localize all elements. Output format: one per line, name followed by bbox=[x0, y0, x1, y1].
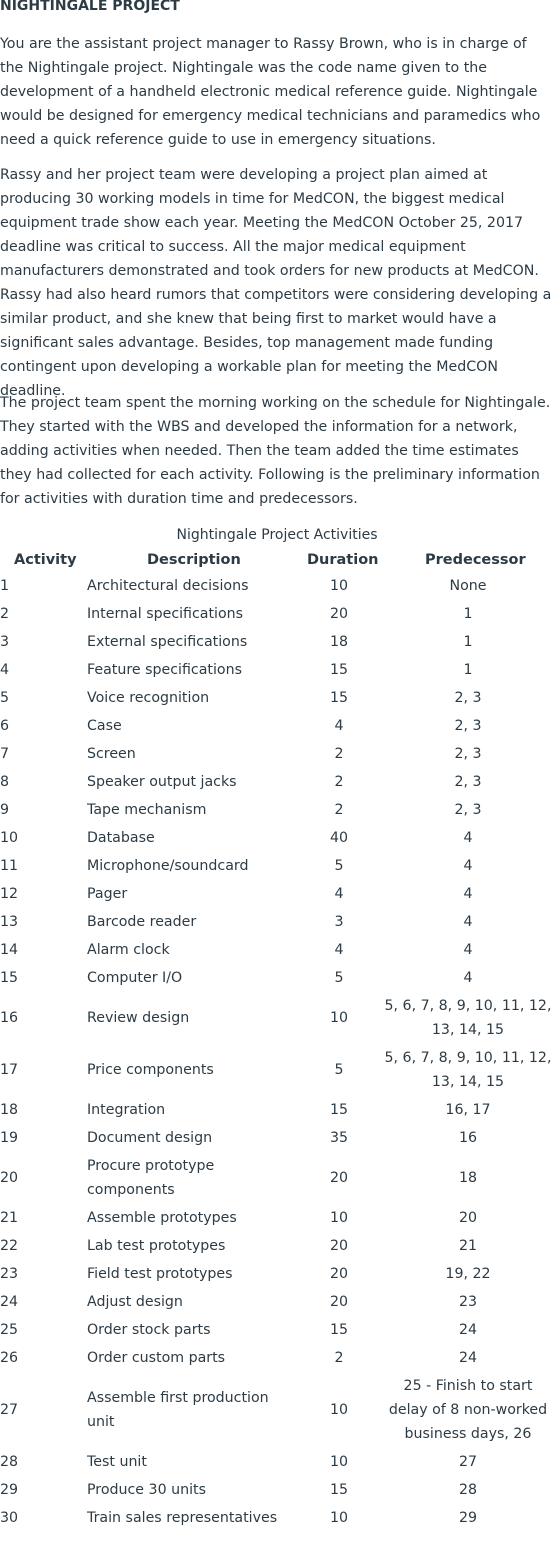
cell-duration: 15 bbox=[329, 1102, 349, 1118]
cell-duration: 2 bbox=[334, 774, 344, 790]
cell-activity: 27 bbox=[0, 1402, 19, 1418]
cell-predecessor: 4 bbox=[463, 970, 473, 986]
cell-predecessor: 19, 22 bbox=[445, 1266, 491, 1282]
cell-predecessor: 4 bbox=[463, 942, 473, 958]
cell-description: Produce 30 units bbox=[87, 1482, 206, 1498]
table-row bbox=[0, 1124, 554, 1152]
cell-duration: 40 bbox=[329, 830, 349, 846]
cell-predecessor: None bbox=[449, 578, 487, 594]
cell-predecessor: 4 bbox=[463, 858, 473, 874]
cell-activity: 19 bbox=[0, 1130, 19, 1146]
cell-predecessor: 2, 3 bbox=[454, 718, 482, 734]
cell-activity: 11 bbox=[0, 858, 19, 874]
cell-predecessor: 1 bbox=[463, 662, 473, 678]
cell-duration: 20 bbox=[329, 1294, 349, 1310]
cell-duration: 10 bbox=[329, 1402, 349, 1418]
cell-duration: 20 bbox=[329, 1238, 349, 1254]
cell-activity: 1 bbox=[0, 578, 10, 594]
cell-description: Order custom parts bbox=[87, 1350, 226, 1366]
cell-activity: 25 bbox=[0, 1322, 19, 1338]
table-row bbox=[0, 880, 554, 908]
cell-duration: 35 bbox=[329, 1130, 349, 1146]
cell-duration: 10 bbox=[329, 1510, 349, 1526]
table-row bbox=[0, 600, 554, 628]
header-description: Description bbox=[147, 552, 241, 568]
header-predecessor: Predecessor bbox=[425, 552, 526, 568]
table-row bbox=[0, 936, 554, 964]
table-header-row bbox=[0, 548, 554, 572]
table-row bbox=[0, 1344, 554, 1372]
cell-duration: 10 bbox=[329, 578, 349, 594]
cell-predecessor: 29 bbox=[458, 1510, 478, 1526]
cell-description: Case bbox=[87, 718, 122, 734]
cell-description: Architectural decisions bbox=[87, 578, 249, 594]
cell-description: Adjust design bbox=[87, 1294, 183, 1310]
cell-activity: 8 bbox=[0, 774, 10, 790]
cell-predecessor: 2, 3 bbox=[454, 746, 482, 762]
cell-activity: 20 bbox=[0, 1170, 19, 1186]
cell-duration: 5 bbox=[334, 858, 344, 874]
intro-paragraph: You are the assistant project manager to Rassy Brown, who is in charge of the Nightingale project. Nightingale was the code name given to the development of a handheld electronic medical reference guide. Nightingale would be designed for emergency medical technicians and paramedics who need a quick reference guide to use in emergency situations. bbox=[0, 36, 541, 148]
header-duration: Duration bbox=[307, 552, 379, 568]
header-activity: Activity bbox=[14, 552, 77, 568]
cell-description: Voice recognition bbox=[87, 690, 210, 706]
cell-description: Speaker output jacks bbox=[87, 774, 237, 790]
cell-description: Tape mechanism bbox=[87, 802, 207, 818]
cell-predecessor: 1 bbox=[463, 634, 473, 650]
cell-activity: 9 bbox=[0, 802, 10, 818]
table-row bbox=[0, 628, 554, 656]
cell-predecessor: 4 bbox=[463, 886, 473, 902]
cell-predecessor: 24 bbox=[458, 1322, 478, 1338]
cell-duration: 4 bbox=[334, 942, 344, 958]
cell-predecessor: 18 bbox=[458, 1170, 478, 1186]
cell-description: Barcode reader bbox=[87, 914, 197, 930]
cell-description: Lab test prototypes bbox=[87, 1238, 226, 1254]
table-row bbox=[0, 992, 554, 1044]
cell-activity: 7 bbox=[0, 746, 10, 762]
cell-predecessor: 5, 6, 7, 8, 9, 10, 11, 12, 13, 14, 15 bbox=[384, 1050, 552, 1090]
cell-duration: 5 bbox=[334, 1062, 344, 1078]
table-row bbox=[0, 712, 554, 740]
cell-description: Computer I/O bbox=[87, 970, 183, 986]
table-row bbox=[0, 1288, 554, 1316]
table-row bbox=[0, 908, 554, 936]
table-row bbox=[0, 1152, 554, 1204]
cell-activity: 29 bbox=[0, 1482, 19, 1498]
cell-duration: 20 bbox=[329, 1170, 349, 1186]
cell-duration: 4 bbox=[334, 718, 344, 734]
cell-description: Microphone/soundcard bbox=[87, 858, 249, 874]
cell-predecessor: 20 bbox=[458, 1210, 478, 1226]
cell-description: Train sales representatives bbox=[87, 1510, 278, 1526]
cell-duration: 2 bbox=[334, 1350, 344, 1366]
table-caption: Nightingale Project Activities bbox=[176, 527, 378, 543]
page-title: NIGHTINGALE PROJECT bbox=[0, 0, 180, 14]
cell-predecessor: 2, 3 bbox=[454, 802, 482, 818]
cell-activity: 23 bbox=[0, 1266, 19, 1282]
cell-duration: 10 bbox=[329, 1210, 349, 1226]
cell-activity: 2 bbox=[0, 606, 10, 622]
cell-duration: 15 bbox=[329, 1482, 349, 1498]
cell-description: Alarm clock bbox=[87, 942, 170, 958]
table-row bbox=[0, 1372, 554, 1448]
cell-duration: 2 bbox=[334, 746, 344, 762]
cell-description: Internal specifications bbox=[87, 606, 244, 622]
table-row bbox=[0, 964, 554, 992]
cell-duration: 10 bbox=[329, 1010, 349, 1026]
cell-activity: 28 bbox=[0, 1454, 19, 1470]
table-row bbox=[0, 740, 554, 768]
context-paragraph: Rassy and her project team were developing a project plan aimed at producing 30 working models in time for MedCON, the biggest medical equipment trade show each year. Meeting the MedCON October 25, 2017 deadline was critical to success. All the major medical equipment manufacturers demonstrated and took orders for new products at MedCON. Rassy had also heard rumors that competitors were considering developing a similar product, and she knew that being first to market would have a significant sales advantage. Besides, top management made funding contingent upon developing a workable plan for meeting the MedCON deadline. bbox=[0, 167, 552, 399]
cell-duration: 20 bbox=[329, 606, 349, 622]
cell-activity: 5 bbox=[0, 690, 10, 706]
cell-description: External specifications bbox=[87, 634, 248, 650]
cell-activity: 24 bbox=[0, 1294, 19, 1310]
table-row bbox=[0, 1504, 554, 1532]
cell-predecessor: 16 bbox=[458, 1130, 478, 1146]
cell-predecessor: 4 bbox=[463, 914, 473, 930]
cell-description: Review design bbox=[87, 1010, 190, 1026]
cell-description: Test unit bbox=[87, 1454, 147, 1470]
cell-predecessor: 23 bbox=[458, 1294, 478, 1310]
cell-duration: 2 bbox=[334, 802, 344, 818]
table-row bbox=[0, 1044, 554, 1096]
cell-predecessor: 16, 17 bbox=[445, 1102, 491, 1118]
cell-duration: 15 bbox=[329, 1322, 349, 1338]
cell-description: Order stock parts bbox=[87, 1322, 211, 1338]
cell-activity: 30 bbox=[0, 1510, 19, 1526]
cell-activity: 10 bbox=[0, 830, 19, 846]
cell-duration: 4 bbox=[334, 886, 344, 902]
cell-activity: 18 bbox=[0, 1102, 19, 1118]
cell-description: Procure prototype components bbox=[87, 1158, 215, 1198]
cell-predecessor: 2, 3 bbox=[454, 690, 482, 706]
cell-predecessor: 21 bbox=[458, 1238, 478, 1254]
table-row bbox=[0, 684, 554, 712]
cell-activity: 22 bbox=[0, 1238, 19, 1254]
table-row bbox=[0, 1476, 554, 1504]
cell-activity: 17 bbox=[0, 1062, 19, 1078]
cell-duration: 10 bbox=[329, 1454, 349, 1470]
cell-activity: 14 bbox=[0, 942, 19, 958]
table-row bbox=[0, 796, 554, 824]
cell-description: Integration bbox=[87, 1102, 166, 1118]
table-row bbox=[0, 1204, 554, 1232]
cell-predecessor: 2, 3 bbox=[454, 774, 482, 790]
cell-description: Assemble first production unit bbox=[87, 1390, 269, 1430]
table-row bbox=[0, 572, 554, 600]
cell-predecessor: 25 - Finish to start delay of 8 non-worked business days, 26 bbox=[388, 1378, 548, 1442]
cell-description: Feature specifications bbox=[87, 662, 242, 678]
table-row bbox=[0, 1260, 554, 1288]
cell-activity: 15 bbox=[0, 970, 19, 986]
table-row bbox=[0, 1232, 554, 1260]
table-row bbox=[0, 656, 554, 684]
cell-predecessor: 27 bbox=[458, 1454, 478, 1470]
cell-duration: 20 bbox=[329, 1266, 349, 1282]
cell-activity: 12 bbox=[0, 886, 19, 902]
table-row bbox=[0, 1448, 554, 1476]
cell-description: Screen bbox=[87, 746, 136, 762]
table-row bbox=[0, 1316, 554, 1344]
table-row bbox=[0, 1096, 554, 1124]
cell-predecessor: 24 bbox=[458, 1350, 478, 1366]
cell-activity: 16 bbox=[0, 1010, 19, 1026]
cell-description: Pager bbox=[87, 886, 128, 902]
schedule-paragraph: The project team spent the morning working on the schedule for Nightingale. They started with the WBS and developed the information for a network, adding activities when needed. Then the team added the time estimates they had collected for each activity. Following is the preliminary information for activities with duration time and predecessors. bbox=[0, 395, 551, 507]
cell-activity: 3 bbox=[0, 634, 10, 650]
table-row bbox=[0, 852, 554, 880]
cell-activity: 4 bbox=[0, 662, 10, 678]
cell-activity: 26 bbox=[0, 1350, 19, 1366]
cell-activity: 21 bbox=[0, 1210, 19, 1226]
cell-activity: 6 bbox=[0, 718, 10, 734]
cell-duration: 5 bbox=[334, 970, 344, 986]
cell-activity: 13 bbox=[0, 914, 19, 930]
activities-table-body bbox=[0, 572, 554, 1532]
cell-description: Assemble prototypes bbox=[87, 1210, 237, 1226]
cell-description: Field test prototypes bbox=[87, 1266, 233, 1282]
cell-description: Database bbox=[87, 830, 155, 846]
table-row bbox=[0, 768, 554, 796]
cell-description: Document design bbox=[87, 1130, 213, 1146]
cell-description: Price components bbox=[87, 1062, 214, 1078]
cell-predecessor: 28 bbox=[458, 1482, 478, 1498]
cell-duration: 15 bbox=[329, 662, 349, 678]
cell-duration: 3 bbox=[334, 914, 344, 930]
cell-duration: 15 bbox=[329, 690, 349, 706]
table-row bbox=[0, 824, 554, 852]
cell-predecessor: 4 bbox=[463, 830, 473, 846]
cell-duration: 18 bbox=[329, 634, 349, 650]
cell-predecessor: 1 bbox=[463, 606, 473, 622]
cell-predecessor: 5, 6, 7, 8, 9, 10, 11, 12, 13, 14, 15 bbox=[384, 998, 552, 1038]
